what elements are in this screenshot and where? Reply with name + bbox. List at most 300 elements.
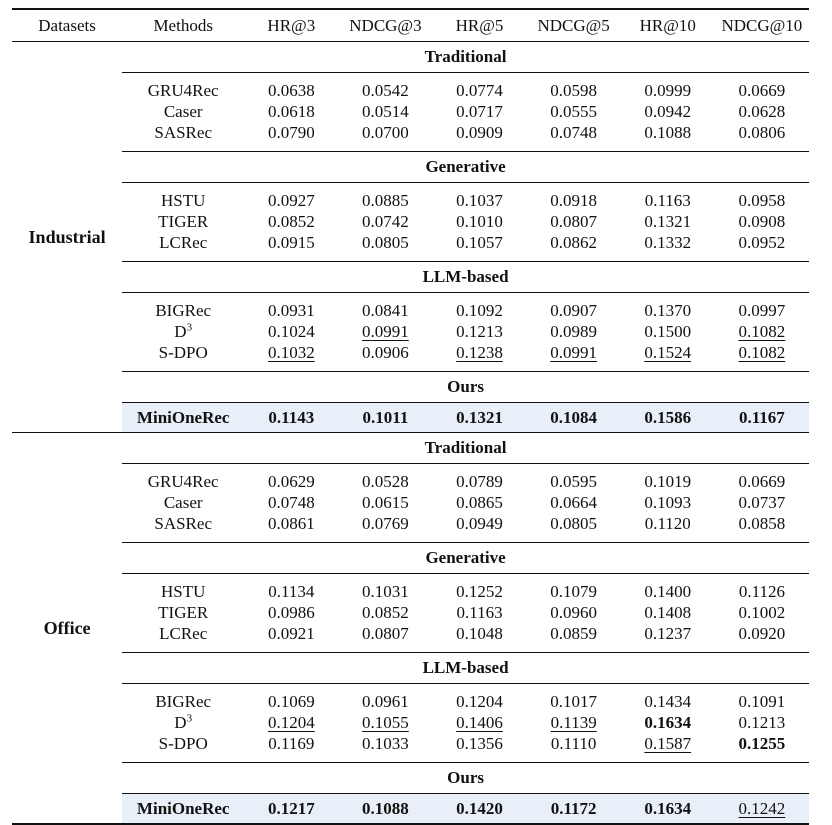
metric-value: 0.0514 (362, 102, 409, 121)
metric-value: 0.1634 (644, 798, 692, 818)
metric-value: 0.1143 (268, 407, 315, 427)
group-header-row (12, 262, 809, 293)
table-row (12, 183, 809, 212)
cell-ndcg10 (715, 101, 809, 122)
cell-hr5 (432, 623, 526, 653)
cell-hr10 (621, 342, 715, 372)
cell-ndcg5 (527, 403, 621, 433)
cell-hr5 (432, 513, 526, 543)
cell-hr10 (621, 232, 715, 262)
metric-value: 0.1082 (738, 343, 786, 362)
method-name (122, 684, 244, 713)
cell-ndcg3 (338, 321, 432, 342)
metric-value: 0.1586 (644, 407, 692, 427)
method-name (122, 513, 244, 543)
cell-hr3 (244, 183, 338, 212)
metric-value: 0.1017 (550, 692, 598, 711)
metric-value: 0.0989 (550, 322, 598, 341)
ours-row (12, 403, 809, 433)
header-ndcg5: NDCG@5 (527, 9, 621, 42)
method-label: D (174, 322, 187, 341)
table-row (12, 574, 809, 603)
cell-hr3 (244, 321, 338, 342)
metric-value: 0.0862 (550, 233, 598, 252)
metric-value: 0.0748 (267, 493, 315, 512)
cell-hr5 (432, 574, 526, 603)
cell-ndcg5 (527, 574, 621, 603)
cell-hr10 (621, 602, 715, 623)
method-label: BIGRec (155, 692, 212, 711)
cell-ndcg5 (527, 712, 621, 733)
group-header-row (12, 543, 809, 574)
method-name (122, 403, 244, 433)
method-label: LCRec (159, 624, 208, 643)
cell-hr3 (244, 602, 338, 623)
cell-hr5 (432, 342, 526, 372)
method-label: TIGER (158, 212, 209, 231)
method-label: D (174, 713, 187, 732)
group-label: Ours (122, 372, 809, 403)
cell-hr3 (244, 232, 338, 262)
metric-value: 0.0858 (738, 514, 786, 533)
metric-value: 0.0999 (644, 81, 692, 100)
metric-value: 0.1321 (456, 407, 503, 427)
method-name (122, 101, 244, 122)
header-hr10: HR@10 (621, 9, 715, 42)
cell-hr5 (432, 794, 526, 825)
group-label: Traditional (122, 42, 809, 73)
cell-ndcg10 (715, 403, 809, 433)
method-name (122, 321, 244, 342)
table-row (12, 513, 809, 543)
metric-value: 0.1088 (362, 798, 409, 818)
metric-value: 0.1370 (644, 301, 692, 320)
metric-value: 0.0805 (362, 233, 409, 252)
cell-ndcg3 (338, 492, 432, 513)
cell-ndcg3 (338, 183, 432, 212)
metric-value: 0.0960 (550, 603, 598, 622)
group-header-row (12, 433, 809, 464)
metric-value: 0.0542 (362, 81, 409, 100)
header-methods: Methods (122, 9, 244, 42)
metric-value: 0.0669 (738, 472, 786, 491)
cell-ndcg10 (715, 211, 809, 232)
metric-value: 0.1242 (738, 798, 786, 818)
metric-value: 0.1332 (644, 233, 692, 252)
metric-value: 0.1069 (267, 692, 315, 711)
method-name (122, 712, 244, 733)
header-hr3: HR@3 (244, 9, 338, 42)
metric-value: 0.1134 (268, 582, 315, 601)
metric-value: 0.1002 (738, 603, 786, 622)
cell-hr3 (244, 403, 338, 433)
cell-ndcg10 (715, 623, 809, 653)
metric-value: 0.0906 (362, 343, 409, 362)
method-label: S-DPO (158, 343, 208, 362)
table-row (12, 122, 809, 152)
method-name (122, 464, 244, 493)
cell-ndcg10 (715, 73, 809, 102)
metric-value: 0.0852 (267, 212, 315, 231)
cell-ndcg10 (715, 574, 809, 603)
metric-value: 0.1204 (456, 692, 503, 711)
metric-value: 0.0805 (550, 514, 598, 533)
metric-value: 0.0909 (456, 123, 503, 142)
metric-value: 0.0861 (267, 514, 315, 533)
header-ndcg3: NDCG@3 (338, 9, 432, 42)
metric-value: 0.1033 (362, 734, 409, 753)
cell-hr5 (432, 232, 526, 262)
group-header-row (12, 653, 809, 684)
table-row (12, 492, 809, 513)
group-label: Generative (122, 152, 809, 183)
table-row (12, 342, 809, 372)
metric-value: 0.1088 (644, 123, 692, 142)
cell-ndcg3 (338, 733, 432, 763)
metric-value: 0.0885 (362, 191, 409, 210)
cell-hr5 (432, 183, 526, 212)
metric-value: 0.0528 (362, 472, 409, 491)
metric-value: 0.1321 (644, 212, 692, 231)
metric-value: 0.0841 (362, 301, 409, 320)
cell-ndcg3 (338, 513, 432, 543)
metric-value: 0.1213 (456, 322, 503, 341)
metric-value: 0.1093 (644, 493, 692, 512)
metric-value: 0.0628 (738, 102, 786, 121)
method-name (122, 232, 244, 262)
cell-hr5 (432, 101, 526, 122)
metric-value: 0.1120 (644, 514, 691, 533)
cell-ndcg3 (338, 684, 432, 713)
metric-value: 0.0664 (550, 493, 598, 512)
method-name (122, 623, 244, 653)
cell-ndcg5 (527, 293, 621, 322)
cell-ndcg10 (715, 794, 809, 825)
cell-ndcg5 (527, 73, 621, 102)
cell-hr5 (432, 464, 526, 493)
method-name (122, 492, 244, 513)
group-label: Traditional (122, 433, 809, 464)
group-label: Ours (122, 763, 809, 794)
header-datasets: Datasets (12, 9, 122, 42)
cell-ndcg10 (715, 342, 809, 372)
metric-value: 0.1408 (644, 603, 692, 622)
method-label: MiniOneRec (136, 407, 230, 427)
ours-row (12, 794, 809, 825)
metric-value: 0.0618 (267, 102, 315, 121)
method-name (122, 602, 244, 623)
table-row (12, 211, 809, 232)
cell-hr10 (621, 623, 715, 653)
method-label: HSTU (160, 582, 206, 601)
metric-value: 0.0638 (267, 81, 315, 100)
cell-hr10 (621, 513, 715, 543)
cell-ndcg10 (715, 183, 809, 212)
cell-ndcg3 (338, 623, 432, 653)
cell-ndcg5 (527, 232, 621, 262)
cell-ndcg3 (338, 101, 432, 122)
cell-ndcg3 (338, 293, 432, 322)
metric-value: 0.1255 (738, 734, 786, 753)
metric-value: 0.0598 (550, 81, 598, 100)
group-label: LLM-based (122, 653, 809, 684)
cell-hr10 (621, 403, 715, 433)
cell-hr10 (621, 122, 715, 152)
method-label: BIGRec (155, 301, 212, 320)
cell-hr10 (621, 794, 715, 825)
cell-hr10 (621, 211, 715, 232)
method-name (122, 733, 244, 763)
metric-value: 0.1019 (644, 472, 692, 491)
cell-hr5 (432, 293, 526, 322)
cell-hr10 (621, 73, 715, 102)
cell-ndcg5 (527, 684, 621, 713)
metric-value: 0.1084 (550, 407, 598, 427)
metric-value: 0.0807 (550, 212, 598, 231)
table-row (12, 712, 809, 733)
group-header-row (12, 42, 809, 73)
cell-hr10 (621, 574, 715, 603)
cell-hr3 (244, 712, 338, 733)
method-superscript: 3 (186, 712, 193, 725)
metric-value: 0.1434 (644, 692, 692, 711)
metric-value: 0.1167 (739, 407, 785, 427)
cell-ndcg5 (527, 794, 621, 825)
table-row (12, 73, 809, 102)
metric-value: 0.0595 (550, 472, 598, 491)
method-label: Caser (163, 102, 203, 121)
metric-value: 0.1238 (456, 343, 503, 362)
cell-ndcg5 (527, 513, 621, 543)
cell-hr5 (432, 73, 526, 102)
table-row (12, 321, 809, 342)
cell-ndcg3 (338, 712, 432, 733)
cell-hr3 (244, 513, 338, 543)
metric-value: 0.0769 (362, 514, 409, 533)
cell-hr3 (244, 101, 338, 122)
cell-hr3 (244, 73, 338, 102)
cell-hr10 (621, 712, 715, 733)
dataset-label-office: Office (12, 433, 122, 825)
cell-ndcg3 (338, 602, 432, 623)
metric-value: 0.1011 (362, 407, 409, 427)
metric-value: 0.0927 (267, 191, 315, 210)
cell-ndcg3 (338, 464, 432, 493)
results-table (12, 8, 809, 825)
metric-value: 0.1048 (456, 624, 503, 643)
cell-ndcg5 (527, 464, 621, 493)
cell-hr5 (432, 684, 526, 713)
table-header (12, 9, 809, 42)
metric-value: 0.1237 (644, 624, 692, 643)
method-label: GRU4Rec (147, 81, 219, 100)
metric-value: 0.0997 (738, 301, 786, 320)
method-name (122, 342, 244, 372)
cell-ndcg10 (715, 293, 809, 322)
metric-value: 0.1356 (456, 734, 503, 753)
cell-ndcg5 (527, 183, 621, 212)
cell-ndcg10 (715, 712, 809, 733)
cell-hr5 (432, 733, 526, 763)
metric-value: 0.0669 (738, 81, 786, 100)
metric-value: 0.0859 (550, 624, 598, 643)
metric-value: 0.1406 (456, 713, 503, 732)
table-row (12, 733, 809, 763)
metric-value: 0.1420 (456, 798, 503, 818)
metric-value: 0.0629 (267, 472, 315, 491)
method-superscript: 3 (186, 321, 193, 334)
table-row (12, 232, 809, 262)
cell-hr5 (432, 211, 526, 232)
group-label: LLM-based (122, 262, 809, 293)
cell-ndcg3 (338, 211, 432, 232)
method-name (122, 794, 244, 825)
method-label: TIGER (158, 603, 209, 622)
cell-hr3 (244, 211, 338, 232)
method-label: SASRec (154, 123, 212, 142)
cell-ndcg3 (338, 73, 432, 102)
cell-hr5 (432, 712, 526, 733)
metric-value: 0.1010 (456, 212, 503, 231)
metric-value: 0.0952 (738, 233, 786, 252)
group-header-row (12, 763, 809, 794)
method-label: MiniOneRec (136, 798, 230, 818)
cell-ndcg3 (338, 403, 432, 433)
metric-value: 0.1032 (267, 343, 315, 362)
cell-hr10 (621, 492, 715, 513)
metric-value: 0.1082 (738, 322, 786, 341)
metric-value: 0.0865 (456, 493, 503, 512)
cell-ndcg10 (715, 122, 809, 152)
metric-value: 0.1055 (362, 713, 409, 732)
table-body (12, 42, 809, 825)
cell-ndcg5 (527, 602, 621, 623)
cell-ndcg10 (715, 492, 809, 513)
method-name (122, 73, 244, 102)
metric-value: 0.0918 (550, 191, 598, 210)
cell-ndcg10 (715, 684, 809, 713)
cell-ndcg5 (527, 492, 621, 513)
metric-value: 0.1163 (644, 191, 691, 210)
cell-hr10 (621, 733, 715, 763)
metric-value: 0.0789 (456, 472, 503, 491)
cell-hr5 (432, 122, 526, 152)
metric-value: 0.0958 (738, 191, 786, 210)
cell-ndcg5 (527, 342, 621, 372)
cell-hr10 (621, 293, 715, 322)
method-label: GRU4Rec (147, 472, 219, 491)
metric-value: 0.1172 (550, 798, 597, 818)
metric-value: 0.1500 (644, 322, 692, 341)
table-row (12, 464, 809, 493)
metric-value: 0.0615 (362, 493, 409, 512)
cell-hr10 (621, 101, 715, 122)
cell-hr5 (432, 403, 526, 433)
cell-hr10 (621, 321, 715, 342)
metric-value: 0.0961 (362, 692, 409, 711)
cell-ndcg10 (715, 602, 809, 623)
metric-value: 0.0931 (267, 301, 315, 320)
metric-value: 0.0852 (362, 603, 409, 622)
cell-ndcg3 (338, 122, 432, 152)
cell-hr3 (244, 733, 338, 763)
results-table-container (12, 8, 809, 825)
cell-hr3 (244, 122, 338, 152)
cell-ndcg5 (527, 733, 621, 763)
metric-value: 0.0991 (550, 343, 598, 362)
metric-value: 0.0790 (267, 123, 315, 142)
cell-ndcg3 (338, 574, 432, 603)
cell-hr3 (244, 684, 338, 713)
metric-value: 0.0807 (362, 624, 409, 643)
metric-value: 0.0774 (456, 81, 503, 100)
cell-hr5 (432, 602, 526, 623)
metric-value: 0.1037 (456, 191, 503, 210)
method-label: HSTU (160, 191, 206, 210)
group-label: Generative (122, 543, 809, 574)
cell-hr3 (244, 492, 338, 513)
cell-ndcg5 (527, 101, 621, 122)
cell-ndcg10 (715, 513, 809, 543)
metric-value: 0.1634 (644, 713, 692, 732)
metric-value: 0.1139 (550, 713, 597, 732)
cell-ndcg10 (715, 232, 809, 262)
metric-value: 0.0991 (362, 322, 409, 341)
group-header-row (12, 152, 809, 183)
metric-value: 0.1169 (268, 734, 315, 753)
metric-value: 0.0555 (550, 102, 598, 121)
cell-ndcg5 (527, 623, 621, 653)
group-header-row (12, 372, 809, 403)
metric-value: 0.0717 (456, 102, 503, 121)
table-row (12, 101, 809, 122)
metric-value: 0.0921 (267, 624, 315, 643)
cell-hr5 (432, 321, 526, 342)
method-name (122, 122, 244, 152)
cell-ndcg3 (338, 232, 432, 262)
metric-value: 0.1163 (456, 603, 503, 622)
metric-value: 0.1126 (738, 582, 785, 601)
metric-value: 0.1079 (550, 582, 598, 601)
metric-value: 0.1091 (738, 692, 786, 711)
method-label: S-DPO (158, 734, 208, 753)
metric-value: 0.1524 (644, 343, 692, 362)
cell-hr10 (621, 464, 715, 493)
cell-ndcg5 (527, 211, 621, 232)
cell-hr10 (621, 684, 715, 713)
metric-value: 0.0700 (362, 123, 409, 142)
cell-ndcg10 (715, 321, 809, 342)
cell-ndcg5 (527, 321, 621, 342)
cell-ndcg10 (715, 464, 809, 493)
metric-value: 0.0908 (738, 212, 786, 231)
cell-hr10 (621, 183, 715, 212)
cell-ndcg10 (715, 733, 809, 763)
metric-value: 0.1204 (267, 713, 315, 732)
table-row (12, 293, 809, 322)
cell-hr3 (244, 464, 338, 493)
metric-value: 0.0907 (550, 301, 598, 320)
table-row (12, 684, 809, 713)
metric-value: 0.0920 (738, 624, 786, 643)
metric-value: 0.1031 (362, 582, 409, 601)
cell-hr3 (244, 794, 338, 825)
cell-ndcg3 (338, 794, 432, 825)
method-name (122, 293, 244, 322)
cell-ndcg3 (338, 342, 432, 372)
metric-value: 0.0949 (456, 514, 503, 533)
metric-value: 0.1213 (738, 713, 786, 732)
